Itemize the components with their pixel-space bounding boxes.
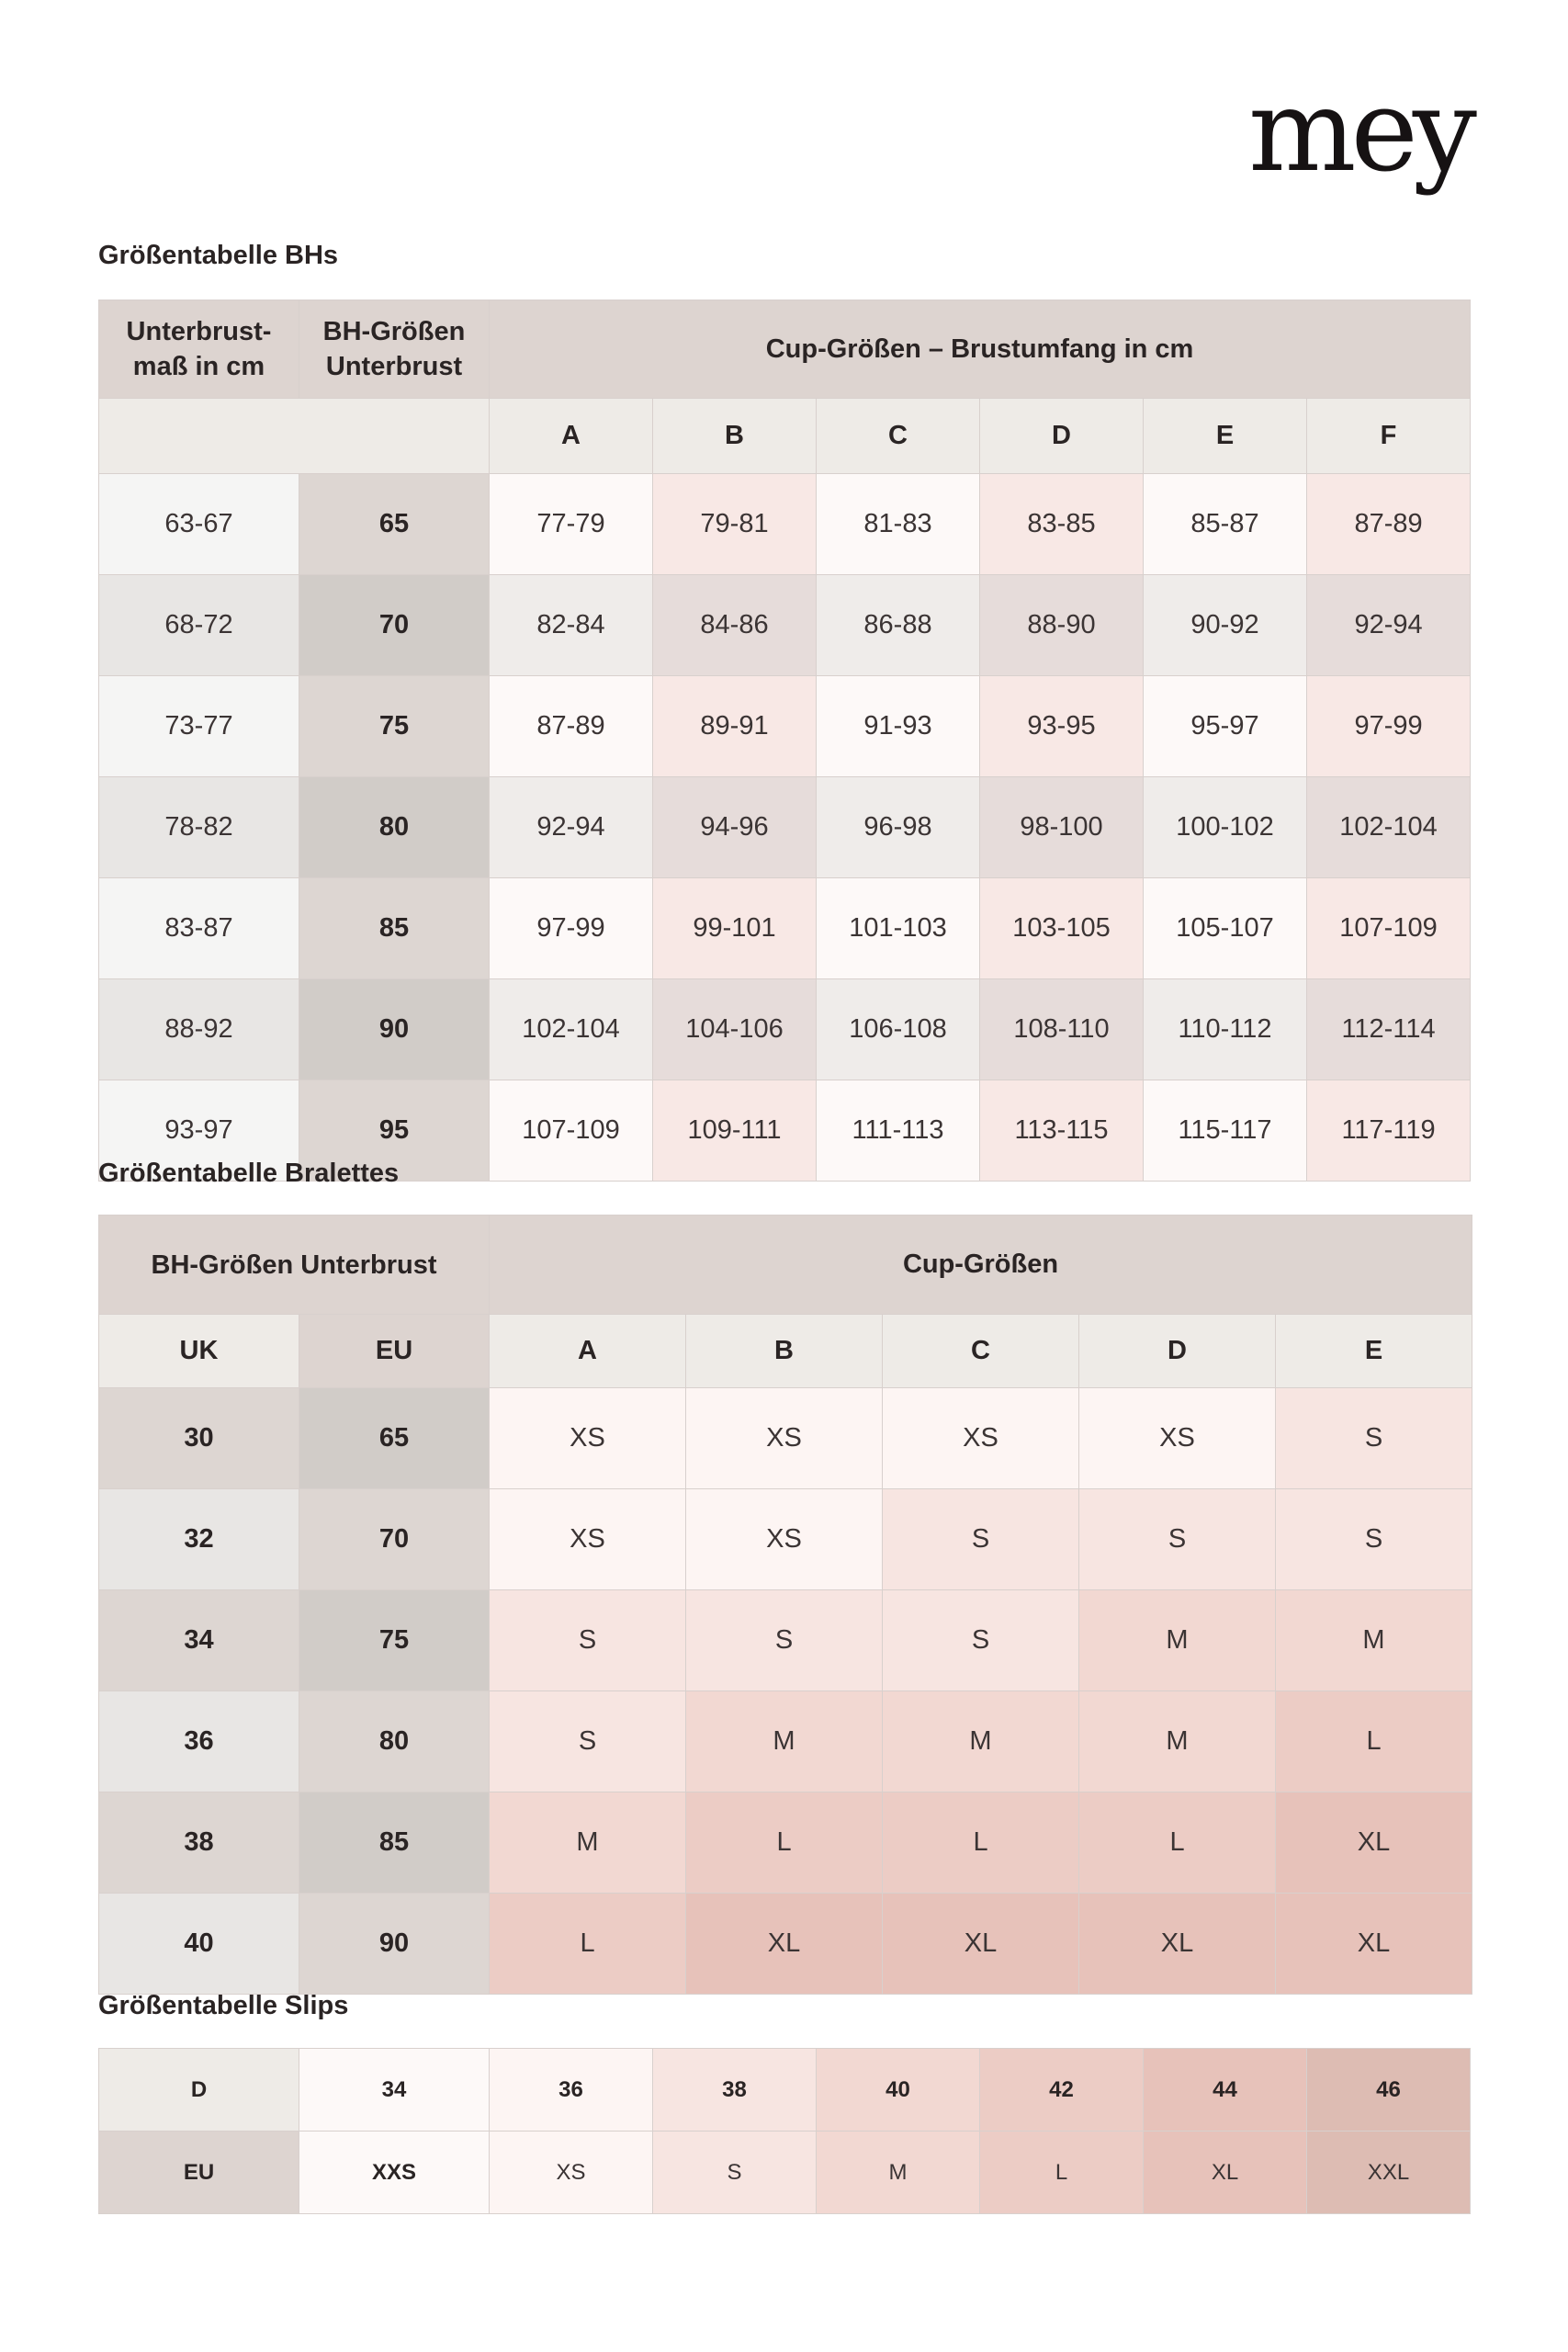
- bralette-size-table: [98, 1215, 1472, 1995]
- mey-logo: mey: [1247, 65, 1472, 198]
- bh-size-cell: 70: [299, 575, 490, 676]
- bralette-size-cell: XS: [490, 1388, 686, 1489]
- bust-cell: 87-89: [1307, 474, 1471, 575]
- bralette-size-cell: S: [883, 1590, 1079, 1691]
- slip-d-size-cell: 40: [817, 2049, 980, 2132]
- table-row: [99, 1590, 1472, 1691]
- table-row: [99, 1388, 1472, 1489]
- cup-header-d: D: [980, 399, 1144, 474]
- bust-cell: 87-89: [490, 676, 653, 777]
- bust-cell: 92-94: [490, 777, 653, 878]
- bust-cell: 89-91: [653, 676, 817, 777]
- bralette-table-title: Größentabelle Bralettes: [98, 1159, 400, 1188]
- bust-cell: 88-90: [980, 575, 1144, 676]
- underbust-cell: 63-67: [99, 474, 299, 575]
- bust-cell: 79-81: [653, 474, 817, 575]
- table-row: [99, 878, 1471, 979]
- uk-size-cell: 30: [99, 1388, 299, 1489]
- bralette-size-cell: S: [1276, 1388, 1472, 1489]
- bralette-size-cell: M: [490, 1792, 686, 1894]
- slip-eu-size-cell: L: [980, 2132, 1144, 2214]
- bralette-size-cell: XS: [883, 1388, 1079, 1489]
- bust-cell: 92-94: [1307, 575, 1471, 676]
- bralette-size-cell: XL: [1079, 1894, 1276, 1995]
- bralette-size-cell: M: [1079, 1691, 1276, 1792]
- bust-cell: 82-84: [490, 575, 653, 676]
- bust-cell: 90-92: [1144, 575, 1307, 676]
- header-underbust-measure: Unterbrust-maß in cm: [99, 300, 299, 399]
- bh-table-title: Größentabelle BHs: [98, 241, 339, 270]
- cup-header-e: E: [1276, 1315, 1472, 1388]
- bust-cell: 107-109: [490, 1080, 653, 1182]
- bralette-size-cell: M: [1079, 1590, 1276, 1691]
- table-row: [99, 676, 1471, 777]
- bh-size-cell: 75: [299, 676, 490, 777]
- bust-cell: 115-117: [1144, 1080, 1307, 1182]
- bralette-size-cell: XL: [1276, 1792, 1472, 1894]
- bralette-size-cell: S: [883, 1489, 1079, 1590]
- bust-cell: 102-104: [1307, 777, 1471, 878]
- cup-header-a: A: [490, 399, 653, 474]
- bralette-size-cell: XL: [686, 1894, 883, 1995]
- bust-cell: 98-100: [980, 777, 1144, 878]
- bralette-size-cell: XL: [883, 1894, 1079, 1995]
- bust-cell: 100-102: [1144, 777, 1307, 878]
- slip-row-label-d: D: [99, 2049, 299, 2132]
- eu-size-cell: 85: [299, 1792, 490, 1894]
- slip-eu-size-cell: S: [653, 2132, 817, 2214]
- bust-cell: 99-101: [653, 878, 817, 979]
- eu-size-cell: 90: [299, 1894, 490, 1995]
- header-cup-sizes: Cup-Größen – Brustumfang in cm: [490, 300, 1471, 399]
- slip-eu-size-cell: XL: [1144, 2132, 1307, 2214]
- header-bra-size-underbust: BH-Größen Unterbrust: [99, 1216, 490, 1315]
- table-row: [99, 1792, 1472, 1894]
- bust-cell: 110-112: [1144, 979, 1307, 1080]
- bust-cell: 97-99: [490, 878, 653, 979]
- bust-cell: 94-96: [653, 777, 817, 878]
- eu-size-cell: 80: [299, 1691, 490, 1792]
- bust-cell: 109-111: [653, 1080, 817, 1182]
- bust-cell: 106-108: [817, 979, 980, 1080]
- bralette-size-cell: XS: [1079, 1388, 1276, 1489]
- bust-cell: 111-113: [817, 1080, 980, 1182]
- bust-cell: 93-95: [980, 676, 1144, 777]
- bh-size-table: [98, 300, 1471, 1182]
- header-blank: [99, 399, 490, 474]
- bralette-size-cell: XS: [686, 1489, 883, 1590]
- bralette-size-cell: S: [1079, 1489, 1276, 1590]
- bh-size-cell: 65: [299, 474, 490, 575]
- uk-size-cell: 34: [99, 1590, 299, 1691]
- eu-size-cell: 70: [299, 1489, 490, 1590]
- uk-size-cell: 38: [99, 1792, 299, 1894]
- bralette-size-cell: S: [490, 1691, 686, 1792]
- underbust-cell: 73-77: [99, 676, 299, 777]
- bust-cell: 96-98: [817, 777, 980, 878]
- header-eu: EU: [299, 1315, 490, 1388]
- bust-cell: 113-115: [980, 1080, 1144, 1182]
- bust-cell: 84-86: [653, 575, 817, 676]
- bralette-size-cell: S: [686, 1590, 883, 1691]
- slip-d-size-cell: 46: [1307, 2049, 1471, 2132]
- bust-cell: 102-104: [490, 979, 653, 1080]
- bh-size-cell: 80: [299, 777, 490, 878]
- slip-row-label-eu: EU: [99, 2132, 299, 2214]
- bust-cell: 95-97: [1144, 676, 1307, 777]
- bralette-size-cell: M: [686, 1691, 883, 1792]
- underbust-cell: 83-87: [99, 878, 299, 979]
- slip-eu-size-cell: M: [817, 2132, 980, 2214]
- bralette-size-cell: L: [686, 1792, 883, 1894]
- slip-d-size-cell: 44: [1144, 2049, 1307, 2132]
- bust-cell: 101-103: [817, 878, 980, 979]
- cup-header-c: C: [817, 399, 980, 474]
- table-row: [99, 777, 1471, 878]
- bust-cell: 117-119: [1307, 1080, 1471, 1182]
- eu-size-cell: 75: [299, 1590, 490, 1691]
- slip-eu-size-cell: XXL: [1307, 2132, 1471, 2214]
- bust-cell: 103-105: [980, 878, 1144, 979]
- slip-d-size-cell: 42: [980, 2049, 1144, 2132]
- bh-size-cell: 95: [299, 1080, 490, 1182]
- header-cup-sizes: Cup-Größen: [490, 1216, 1472, 1315]
- table-row: [99, 474, 1471, 575]
- table-row: [99, 1691, 1472, 1792]
- bust-cell: 108-110: [980, 979, 1144, 1080]
- bralette-size-cell: L: [490, 1894, 686, 1995]
- bh-size-cell: 90: [299, 979, 490, 1080]
- underbust-cell: 88-92: [99, 979, 299, 1080]
- slips-table-title: Größentabelle Slips: [98, 1991, 349, 2020]
- uk-size-cell: 32: [99, 1489, 299, 1590]
- table-row: [99, 1894, 1472, 1995]
- table-row: [99, 1489, 1472, 1590]
- cup-header-b: B: [653, 399, 817, 474]
- slip-d-size-cell: 36: [490, 2049, 653, 2132]
- underbust-cell: 68-72: [99, 575, 299, 676]
- bust-cell: 104-106: [653, 979, 817, 1080]
- bust-cell: 77-79: [490, 474, 653, 575]
- slip-d-size-cell: 38: [653, 2049, 817, 2132]
- bralette-size-cell: L: [1276, 1691, 1472, 1792]
- bralette-size-cell: S: [1276, 1489, 1472, 1590]
- bralette-size-cell: M: [883, 1691, 1079, 1792]
- eu-size-cell: 65: [299, 1388, 490, 1489]
- bh-size-cell: 85: [299, 878, 490, 979]
- cup-header-d: D: [1079, 1315, 1276, 1388]
- cup-header-f: F: [1307, 399, 1471, 474]
- underbust-cell: 78-82: [99, 777, 299, 878]
- bust-cell: 107-109: [1307, 878, 1471, 979]
- bust-cell: 83-85: [980, 474, 1144, 575]
- slip-eu-size-cell: XS: [490, 2132, 653, 2214]
- bust-cell: 112-114: [1307, 979, 1471, 1080]
- bralette-size-cell: S: [490, 1590, 686, 1691]
- table-row: [99, 979, 1471, 1080]
- bust-cell: 81-83: [817, 474, 980, 575]
- bralette-size-cell: L: [1079, 1792, 1276, 1894]
- uk-size-cell: 40: [99, 1894, 299, 1995]
- bralette-size-cell: L: [883, 1792, 1079, 1894]
- bust-cell: 105-107: [1144, 878, 1307, 979]
- bust-cell: 97-99: [1307, 676, 1471, 777]
- cup-header-c: C: [883, 1315, 1079, 1388]
- bralette-size-cell: XS: [490, 1489, 686, 1590]
- cup-header-a: A: [490, 1315, 686, 1388]
- uk-size-cell: 36: [99, 1691, 299, 1792]
- bralette-size-cell: XL: [1276, 1894, 1472, 1995]
- bralette-size-cell: M: [1276, 1590, 1472, 1691]
- underbust-cell: 93-97: [99, 1080, 299, 1182]
- header-bh-size: BH-Größen Unterbrust: [299, 300, 490, 399]
- cup-header-b: B: [686, 1315, 883, 1388]
- header-uk: UK: [99, 1315, 299, 1388]
- slip-d-size-cell: 34: [299, 2049, 490, 2132]
- cup-header-e: E: [1144, 399, 1307, 474]
- bralette-size-cell: XS: [686, 1388, 883, 1489]
- slips-size-table: [98, 2048, 1471, 2214]
- bust-cell: 85-87: [1144, 474, 1307, 575]
- bust-cell: 91-93: [817, 676, 980, 777]
- slip-eu-size-cell: XXS: [299, 2132, 490, 2214]
- bust-cell: 86-88: [817, 575, 980, 676]
- table-row: [99, 575, 1471, 676]
